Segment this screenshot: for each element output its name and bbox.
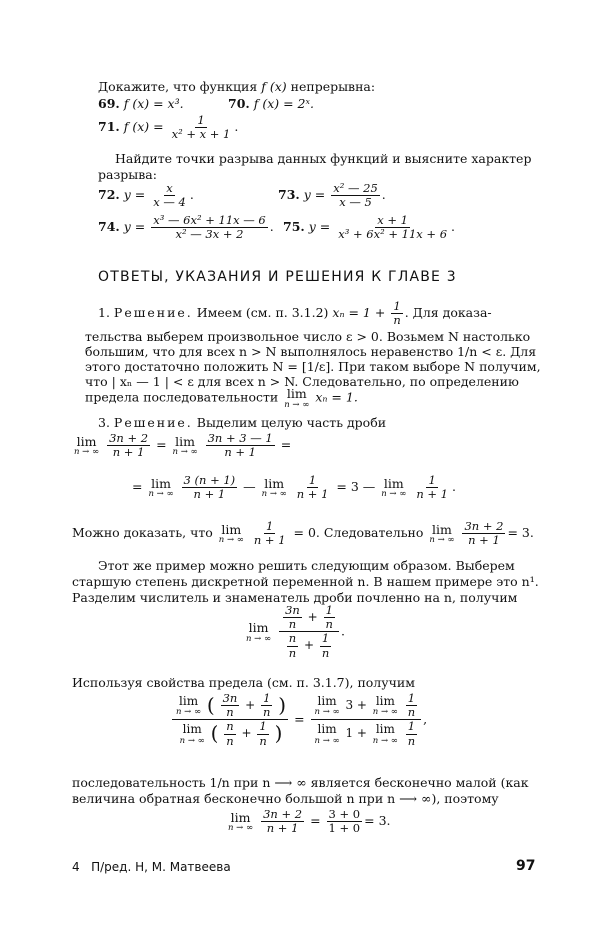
period: . bbox=[234, 119, 239, 135]
limit-word: lim bbox=[375, 693, 395, 708]
paragraph-3-line1: последовательность 1/n при n ⟶ ∞ является бесконечно малой (как bbox=[72, 775, 529, 790]
fraction bbox=[295, 474, 331, 501]
fraction bbox=[320, 632, 331, 659]
solution-3-line1 bbox=[98, 416, 386, 430]
editor-credit: П/ред. Н, М. Матвеева bbox=[91, 860, 231, 874]
solution-text: xₙ = 1. bbox=[315, 389, 358, 405]
solution-1-line5: что | xₙ — 1 | < ε для всех n > N. Следовательно, по определению bbox=[85, 374, 519, 389]
term: 3 + bbox=[345, 698, 367, 713]
denominator: n bbox=[321, 645, 330, 660]
exercise-73 bbox=[278, 182, 386, 209]
exercise-number: 72. bbox=[98, 187, 120, 203]
limit-equation-2 bbox=[132, 474, 456, 501]
prove-intro: Докажите, что функция bbox=[98, 79, 258, 94]
limit-subscript: n → ∞ bbox=[179, 735, 205, 746]
numerator: 3 (n + 1) bbox=[183, 473, 236, 487]
footer-signature bbox=[72, 861, 231, 874]
compound-denominator bbox=[283, 632, 336, 659]
limit-subscript: n → ∞ bbox=[372, 707, 398, 718]
solution-label: Решение. bbox=[113, 415, 193, 430]
limit-word: lim bbox=[375, 722, 395, 737]
fraction bbox=[151, 182, 188, 209]
fraction bbox=[406, 720, 417, 747]
solution-1-line6 bbox=[85, 387, 358, 409]
denominator: n bbox=[263, 705, 271, 720]
numerator: 1 bbox=[308, 473, 317, 487]
section-heading: ОТВЕТЫ, УКАЗАНИЯ И РЕШЕНИЯ К ГЛАВЕ 3 bbox=[98, 269, 457, 285]
numerator: 1 bbox=[197, 113, 205, 127]
period: . bbox=[451, 219, 456, 235]
signature-number: 4 bbox=[72, 860, 80, 874]
compound-fraction-right bbox=[311, 692, 422, 748]
fraction bbox=[170, 114, 233, 141]
period: . bbox=[189, 187, 194, 203]
solution-text: Выделим целую часть дроби bbox=[196, 415, 387, 430]
numerator: 1 bbox=[259, 719, 267, 734]
limit-word: lim bbox=[151, 475, 171, 491]
limit-subscript: n → ∞ bbox=[381, 489, 407, 500]
paragraph-2-line2: старшую степень дискретной переменной n. В нашем примере это n¹. bbox=[72, 574, 539, 589]
solution-1-line1 bbox=[98, 300, 492, 327]
exercise-70 bbox=[228, 97, 314, 111]
compound-limit-1 bbox=[244, 604, 345, 660]
limit bbox=[315, 695, 340, 717]
equals: = bbox=[280, 437, 292, 453]
solution-number: 3. bbox=[98, 415, 110, 430]
denominator: n + 1 bbox=[253, 533, 286, 548]
limit-subscript: n → ∞ bbox=[172, 447, 198, 458]
equals: = 3 — bbox=[336, 479, 376, 495]
numerator: 1 bbox=[393, 299, 401, 313]
exercise-lhs: y = bbox=[308, 219, 331, 235]
denominator: n + 1 bbox=[193, 487, 226, 502]
fraction bbox=[287, 632, 298, 659]
limit bbox=[373, 695, 398, 717]
paragraph-2-line3: Разделим числитель и знаменатель дроби почленно на n, получим bbox=[72, 590, 518, 605]
numerator: 1 bbox=[407, 691, 416, 705]
prove-statement bbox=[98, 80, 375, 94]
compound-numerator bbox=[172, 692, 288, 720]
numerator: 1 bbox=[325, 603, 333, 617]
denominator: n bbox=[226, 733, 234, 748]
limit-subscript: n → ∞ bbox=[246, 633, 272, 644]
limit-word: lim bbox=[175, 433, 195, 449]
plus: + bbox=[245, 698, 256, 713]
denominator: x — 4 bbox=[153, 195, 186, 210]
denominator: x² + x + 1 bbox=[171, 127, 231, 142]
fraction bbox=[221, 692, 240, 719]
comma: , bbox=[423, 711, 428, 727]
exercise-69 bbox=[98, 97, 184, 111]
limit bbox=[315, 723, 340, 745]
fraction bbox=[462, 520, 505, 547]
left-paren: ( bbox=[206, 693, 215, 718]
equals: = bbox=[310, 813, 321, 829]
numerator: 1 bbox=[407, 719, 416, 734]
task2-line2: разрыва: bbox=[98, 167, 157, 182]
exercise-lhs: f (x) = bbox=[123, 119, 164, 135]
left-paren: ( bbox=[210, 721, 219, 746]
limit-word: lim bbox=[286, 386, 307, 401]
numerator: 3n + 3 — 1 bbox=[207, 431, 273, 445]
period: . bbox=[451, 479, 456, 495]
fraction bbox=[327, 808, 363, 835]
denominator: n + 1 bbox=[266, 821, 299, 836]
numerator: x² — 25 bbox=[333, 181, 378, 195]
numerator: n bbox=[226, 719, 234, 734]
can-prove-line bbox=[72, 520, 534, 547]
equals: = bbox=[294, 711, 305, 727]
compound-denominator bbox=[176, 720, 285, 747]
numerator: 1 bbox=[263, 691, 271, 705]
denominator: n bbox=[393, 313, 401, 328]
exercise-number: 73. bbox=[278, 187, 300, 203]
exercise-number: 70. bbox=[228, 96, 250, 111]
fraction bbox=[224, 720, 235, 747]
numerator: 3n + 2 bbox=[263, 807, 303, 821]
limit-word: lim bbox=[221, 521, 242, 537]
fraction bbox=[151, 214, 268, 241]
fraction bbox=[414, 474, 450, 501]
limit-subscript: n → ∞ bbox=[314, 707, 340, 718]
numerator: 3n + 2 bbox=[109, 431, 149, 445]
limit-word: lim bbox=[76, 433, 97, 449]
limit-subscript: n → ∞ bbox=[372, 735, 398, 746]
limit-subscript: n → ∞ bbox=[176, 707, 202, 718]
limit-word: lim bbox=[432, 521, 452, 537]
right-paren: ) bbox=[274, 721, 283, 746]
limit bbox=[228, 811, 253, 833]
exercise-72 bbox=[98, 182, 194, 209]
equals: = bbox=[132, 479, 143, 495]
limit-word: lim bbox=[317, 722, 337, 737]
limit bbox=[173, 435, 198, 457]
exercise-74 bbox=[98, 214, 274, 241]
limit-word: lim bbox=[179, 693, 199, 708]
period: . bbox=[269, 219, 274, 235]
limit-subscript: n → ∞ bbox=[284, 399, 310, 410]
denominator: n bbox=[288, 617, 297, 632]
denominator: n + 1 bbox=[416, 487, 448, 502]
compound-denominator bbox=[311, 720, 422, 747]
numerator: x³ — 6x² + 11x — 6 bbox=[153, 213, 266, 227]
task2-line1: Найдите точки разрыва данных функций и выясните характер bbox=[115, 151, 532, 166]
exercise-lhs: y = bbox=[123, 219, 146, 235]
period: . bbox=[340, 623, 345, 639]
period: . bbox=[381, 187, 386, 203]
exercise-number: 74. bbox=[98, 219, 120, 235]
limit-subscript: n → ∞ bbox=[314, 735, 340, 746]
limit bbox=[74, 435, 99, 457]
limit bbox=[373, 723, 398, 745]
minus: — bbox=[243, 479, 256, 495]
paragraph-3-line2: величина обратная бесконечно большой n при n ⟶ ∞), поэтому bbox=[72, 791, 499, 806]
solution-text: Можно доказать, что bbox=[72, 525, 213, 541]
denominator: n + 1 bbox=[296, 487, 329, 502]
exercise-number: 71. bbox=[98, 119, 120, 135]
limit-subscript: n → ∞ bbox=[74, 447, 100, 458]
denominator: n bbox=[226, 705, 234, 720]
denominator: 1 + 0 bbox=[328, 821, 361, 836]
fraction bbox=[261, 808, 304, 835]
limit-word: lim bbox=[230, 809, 251, 825]
numerator: x + 1 bbox=[377, 213, 408, 227]
limit-subscript: n → ∞ bbox=[218, 535, 244, 546]
compound-limit-2 bbox=[170, 692, 427, 748]
denominator: n + 1 bbox=[112, 445, 145, 460]
denominator: n bbox=[288, 645, 297, 660]
fraction bbox=[182, 474, 238, 501]
solution-1-line2: тельства выберем произвольное число ε > 0. Возьмем N настолько bbox=[85, 329, 531, 344]
limit bbox=[381, 477, 406, 499]
denominator: n bbox=[325, 617, 333, 632]
numerator: 3n bbox=[285, 603, 300, 617]
limit-subscript: n → ∞ bbox=[228, 823, 254, 834]
limit-word: lim bbox=[182, 722, 202, 737]
result: = 3. bbox=[364, 813, 391, 829]
fraction bbox=[391, 300, 402, 327]
fraction bbox=[336, 214, 449, 241]
denominator: n + 1 bbox=[468, 533, 500, 548]
exercise-75 bbox=[283, 214, 455, 241]
term: 1 + bbox=[345, 726, 367, 741]
denominator: n bbox=[259, 733, 267, 748]
final-limit bbox=[226, 808, 391, 835]
numerator: 3 + 0 bbox=[328, 807, 361, 821]
limit-subscript: n → ∞ bbox=[148, 489, 174, 500]
plus: + bbox=[307, 610, 318, 625]
fraction bbox=[252, 520, 288, 547]
prove-fx: f (x) bbox=[261, 79, 287, 94]
right-paren: ) bbox=[278, 693, 287, 718]
exercise-71 bbox=[98, 114, 238, 141]
solution-text: = 0. Следовательно bbox=[293, 525, 424, 541]
solution-text: предела последовательности bbox=[85, 389, 279, 405]
denominator: x² — 3x + 2 bbox=[175, 227, 244, 242]
fraction bbox=[261, 692, 272, 719]
exercise-expression: f (x) = 2ˣ. bbox=[253, 96, 314, 111]
solution-text: = 3. bbox=[507, 525, 534, 541]
numerator: 1 bbox=[321, 631, 330, 646]
limit bbox=[148, 477, 173, 499]
fraction bbox=[107, 432, 150, 459]
solution-text: . Для доказа- bbox=[404, 305, 492, 321]
limit bbox=[429, 523, 454, 545]
fraction bbox=[331, 182, 380, 209]
denominator: x — 5 bbox=[339, 195, 372, 210]
compound-fraction bbox=[279, 604, 339, 660]
limit-word: lim bbox=[264, 475, 285, 491]
fraction bbox=[324, 604, 335, 631]
limit-subscript: n → ∞ bbox=[429, 535, 455, 546]
fraction bbox=[283, 604, 302, 631]
exercise-lhs: y = bbox=[303, 187, 326, 203]
exercise-expression: f (x) = x³. bbox=[123, 96, 184, 111]
using-properties-line: Используя свойства предела (см. п. 3.1.7), получим bbox=[72, 675, 415, 690]
equals: = bbox=[156, 437, 167, 453]
limit bbox=[219, 523, 244, 545]
exercise-number: 69. bbox=[98, 96, 120, 111]
numerator: 1 bbox=[266, 519, 274, 533]
paragraph-2-line1: Этот же пример можно решить следующим образом. Выберем bbox=[98, 558, 515, 573]
plus: + bbox=[241, 726, 252, 741]
denominator: n + 1 bbox=[224, 445, 256, 460]
limit bbox=[246, 621, 271, 643]
compound-numerator bbox=[311, 692, 422, 720]
limit bbox=[262, 477, 287, 499]
numerator: 1 bbox=[428, 473, 436, 487]
limit bbox=[284, 387, 309, 409]
numerator: 3n bbox=[222, 691, 238, 705]
limit-equation-1 bbox=[72, 432, 291, 459]
numerator: n bbox=[288, 631, 297, 646]
limit-word: lim bbox=[383, 475, 404, 491]
page-number: 97 bbox=[516, 858, 536, 874]
limit bbox=[180, 723, 205, 745]
numerator: 3n + 2 bbox=[464, 519, 504, 533]
denominator: n bbox=[407, 733, 416, 748]
prove-tail: непрерывна: bbox=[290, 79, 376, 94]
fraction bbox=[206, 432, 275, 459]
compound-numerator bbox=[279, 604, 339, 632]
sequence-expr: xₙ = 1 + bbox=[332, 305, 386, 321]
fraction bbox=[406, 692, 417, 719]
limit-word: lim bbox=[248, 619, 269, 635]
exercise-number: 75. bbox=[283, 219, 305, 235]
denominator: n bbox=[407, 705, 416, 720]
limit-subscript: n → ∞ bbox=[261, 489, 287, 500]
fraction bbox=[257, 720, 268, 747]
plus: + bbox=[303, 638, 315, 653]
solution-text: Имеем (см. п. 3.1.2) bbox=[196, 305, 329, 321]
limit-word: lim bbox=[317, 693, 337, 708]
solution-number: 1. bbox=[98, 305, 110, 321]
compound-fraction-left bbox=[172, 692, 288, 748]
limit bbox=[176, 695, 201, 717]
denominator: x³ + 6x² + 11x + 6 bbox=[338, 227, 448, 242]
solution-label: Решение. bbox=[113, 305, 193, 321]
exercise-lhs: y = bbox=[123, 187, 146, 203]
solution-1-line3: большим, что для всех n > N выполнялось неравенство 1/n < ε. Для bbox=[85, 344, 537, 359]
numerator: x bbox=[166, 181, 173, 195]
solution-1-line4: этого достаточно положить N = [1/ε]. При таком выборе N получим, bbox=[85, 359, 541, 374]
